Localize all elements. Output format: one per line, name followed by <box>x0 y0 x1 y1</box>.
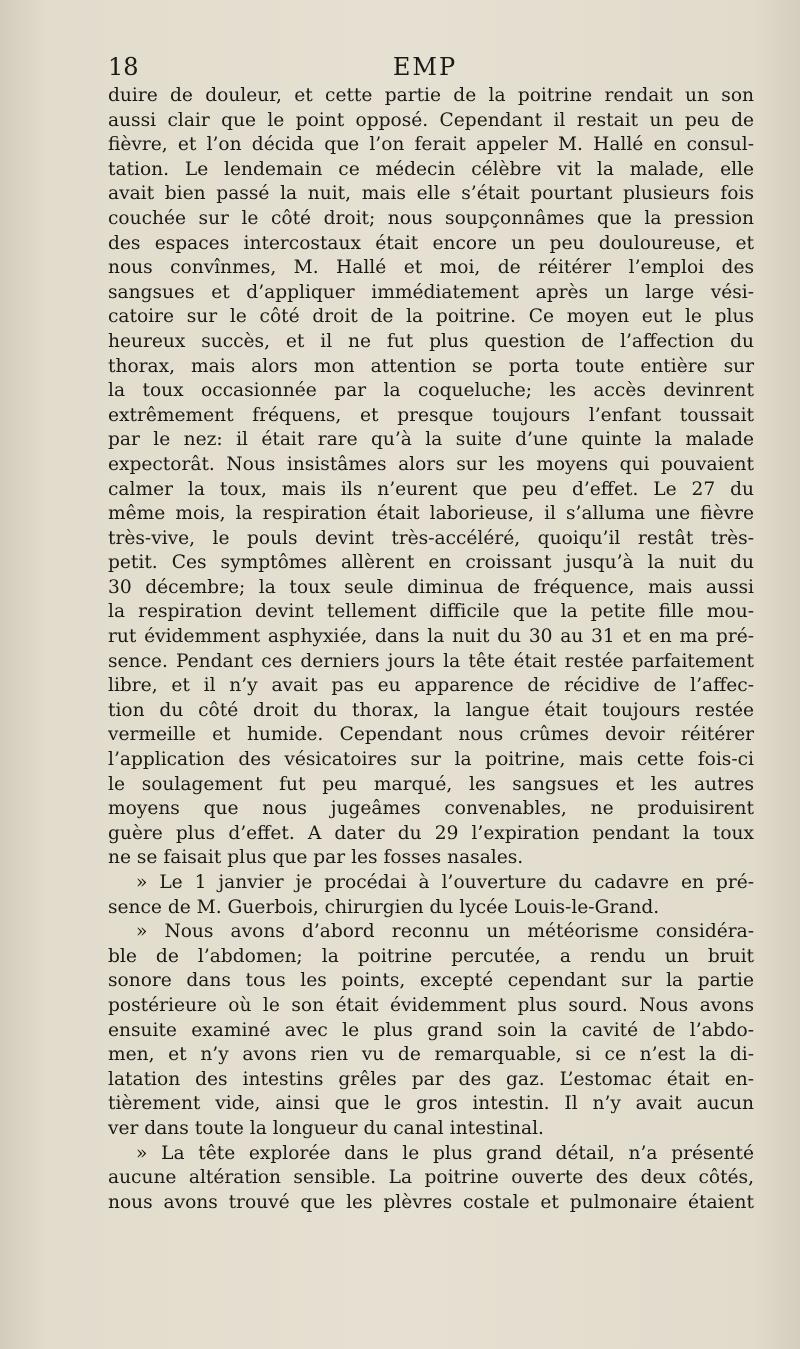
text-line: tièrement vide, ainsi que le gros intestin. Il n’y avait aucun <box>108 1093 754 1115</box>
text-line: le soulagement fut peu marqué, les sangsues et les autres <box>108 773 754 795</box>
text-line: tation. Le lendemain ce médecin célèbre vit la malade, elle <box>108 158 754 180</box>
text-line: fièvre, et l’on décida que l’on ferait appeler M. Hallé en consul- <box>108 134 754 156</box>
text-line: l’application des vésicatoires sur la poitrine, mais cette fois-ci <box>108 749 754 771</box>
text-line: rut évidemment asphyxiée, dans la nuit du 30 au 31 et en ma pré- <box>108 626 754 648</box>
text-line: duire de douleur, et cette partie de la poitrine rendait un son <box>108 85 754 106</box>
text-line: des espaces intercostaux était encore un peu douloureuse, et <box>108 232 754 254</box>
running-head: EMP <box>392 53 458 81</box>
page-header <box>108 50 752 84</box>
text-line: ver dans toute la longueur du canal intestinal. <box>108 1117 544 1139</box>
text-line: latation des intestins grêles par des gaz. L’estomac était en- <box>108 1068 754 1090</box>
text-line: même mois, la respiration était laborieuse, il s’alluma une fièvre <box>108 503 754 525</box>
text-line: petit. Ces symptômes allèrent en croissant jusqu’à la nuit du <box>108 552 754 574</box>
text-line: 30 décembre; la toux seule diminua de fréquence, mais aussi <box>108 576 754 598</box>
text-line: sonore dans tous les points, excepté cependant sur la partie <box>108 970 754 992</box>
body-text <box>108 84 754 1215</box>
text-line: la respiration devint tellement difficile que la petite fille mou- <box>108 601 754 623</box>
text-line: sangsues et d’appliquer immédiatement après un large vési- <box>108 281 754 303</box>
text-line: sence de M. Guerbois, chirurgien du lycée Louis-le-Grand. <box>108 896 660 918</box>
text-line: ble de l’abdomen; la poitrine percutée, a rendu un bruit <box>108 945 754 967</box>
text-line: sence. Pendant ces derniers jours la tête était restée parfaitement <box>108 650 754 672</box>
text-line: » La tête explorée dans le plus grand détail, n’a présenté <box>136 1142 754 1164</box>
text-line: ne se faisait plus que par les fosses nasales. <box>108 847 524 869</box>
text-line: catoire sur le côté droit de la poitrine. Ce moyen eut le plus <box>108 306 754 328</box>
page-number: 18 <box>108 53 139 81</box>
text-line: la toux occasionnée par la coqueluche; les accès devinrent <box>108 380 754 402</box>
text-line: très-vive, le pouls devint très-accéléré, quoiqu’il restât très- <box>108 527 754 549</box>
text-line: avait bien passé la nuit, mais elle s’était pourtant plusieurs fois <box>108 183 754 205</box>
text-line: couchée sur le côté droit; nous soupçonnâmes que la pression <box>108 207 754 229</box>
text-line: expectorât. Nous insistâmes alors sur les moyens qui pouvaient <box>108 453 754 475</box>
text-line: » Le 1 janvier je procédai à l’ouverture du cadavre en pré- <box>136 872 754 893</box>
text-line: ensuite examiné avec le plus grand soin la cavité de l’abdo- <box>108 1019 754 1041</box>
text-line: guère plus d’effet. A dater du 29 l’expiration pendant la toux <box>108 822 754 844</box>
text-line: aussi clair que le point opposé. Cependant il restait un peu de <box>108 109 754 131</box>
text-line: men, et n’y avons rien vu de remarquable, si ce n’est la di- <box>108 1044 754 1066</box>
text-line: calmer la toux, mais ils n’eurent que peu d’effet. Le 27 du <box>108 478 754 500</box>
text-line: vermeille et humide. Cependant nous crûmes devoir réitérer <box>108 724 754 746</box>
text-line: nous avons trouvé que les plèvres costale et pulmonaire étaient <box>108 1191 754 1213</box>
text-line: nous convînmes, M. Hallé et moi, de réitérer l’emploi des <box>108 257 754 279</box>
text-line: libre, et il n’y avait pas eu apparence de récidive de l’affec- <box>108 675 754 697</box>
text-line: heureux succès, et il ne fut plus question de l’affection du <box>108 330 754 352</box>
text-line: » Nous avons d’abord reconnu un météorisme considéra- <box>136 921 754 943</box>
text-line: postérieure où le son était évidemment plus sourd. Nous avons <box>108 994 754 1016</box>
text-line: tion du côté droit du thorax, la langue était toujours restée <box>108 699 754 721</box>
text-line: extrêmement fréquens, et presque toujours l’enfant toussait <box>108 404 754 426</box>
text-line: aucune altération sensible. La poitrine ouverte des deux côtés, <box>108 1167 754 1189</box>
text-line: thorax, mais alors mon attention se porta toute entière sur <box>108 355 754 377</box>
text-line: par le nez: il était rare qu’à la suite d’une quinte la malade <box>108 429 754 451</box>
text-line: moyens que nous jugeâmes convenables, ne produisirent <box>108 798 754 820</box>
